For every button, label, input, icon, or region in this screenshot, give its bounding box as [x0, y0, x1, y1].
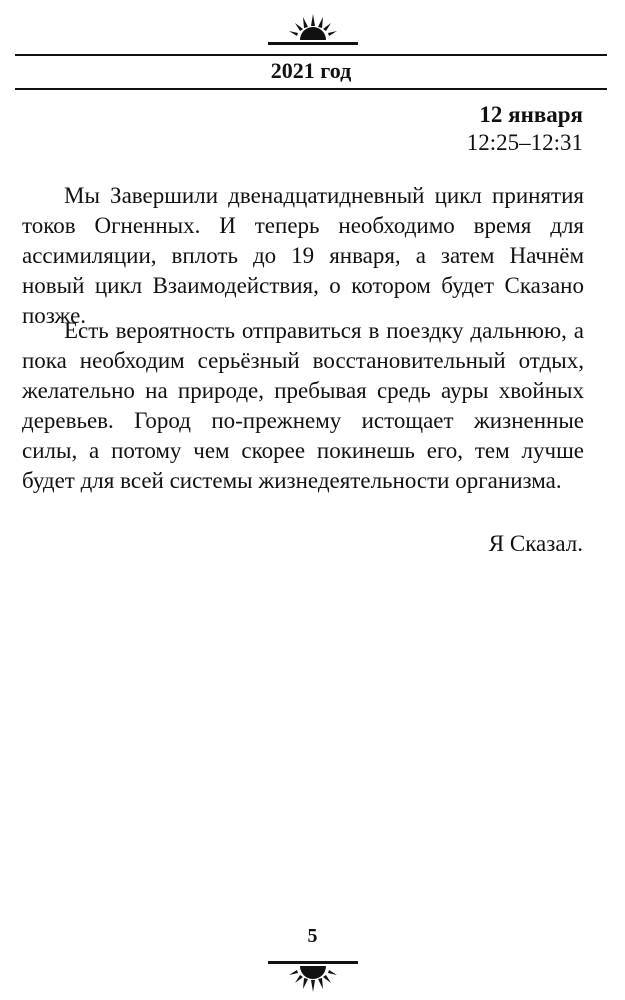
header-rule-bottom — [15, 88, 607, 90]
entry-date: 12 января — [479, 102, 583, 127]
sunburst-ornament-icon — [258, 958, 368, 996]
signature: Я Сказал. — [488, 531, 583, 556]
running-header: 2021 год — [270, 58, 352, 83]
body-paragraph: Есть вероятность отправиться в поездку дальнюю, а пока необходим серьёзный восстановительный отдых, желательно на природе, пребывая средь ауры хвойных деревьев. Город по-прежнему истощает жизненные силы, а потому чем скорее покинешь его, тем лучше будет для всей системы жизнедеятельности организма. — [22, 318, 584, 493]
body-paragraph: Мы Завершили двенадцатидневный цикл принятия токов Огненных. И теперь необходимо время для ассимиляции, вплоть до 19 января, а затем Начнём новый цикл Взаимодействия, о котором будет Сказано позже. — [22, 183, 584, 328]
sunburst-ornament-icon — [258, 10, 368, 48]
entry-time: 12:25–12:31 — [466, 130, 583, 155]
page-number: 5 — [307, 925, 318, 947]
